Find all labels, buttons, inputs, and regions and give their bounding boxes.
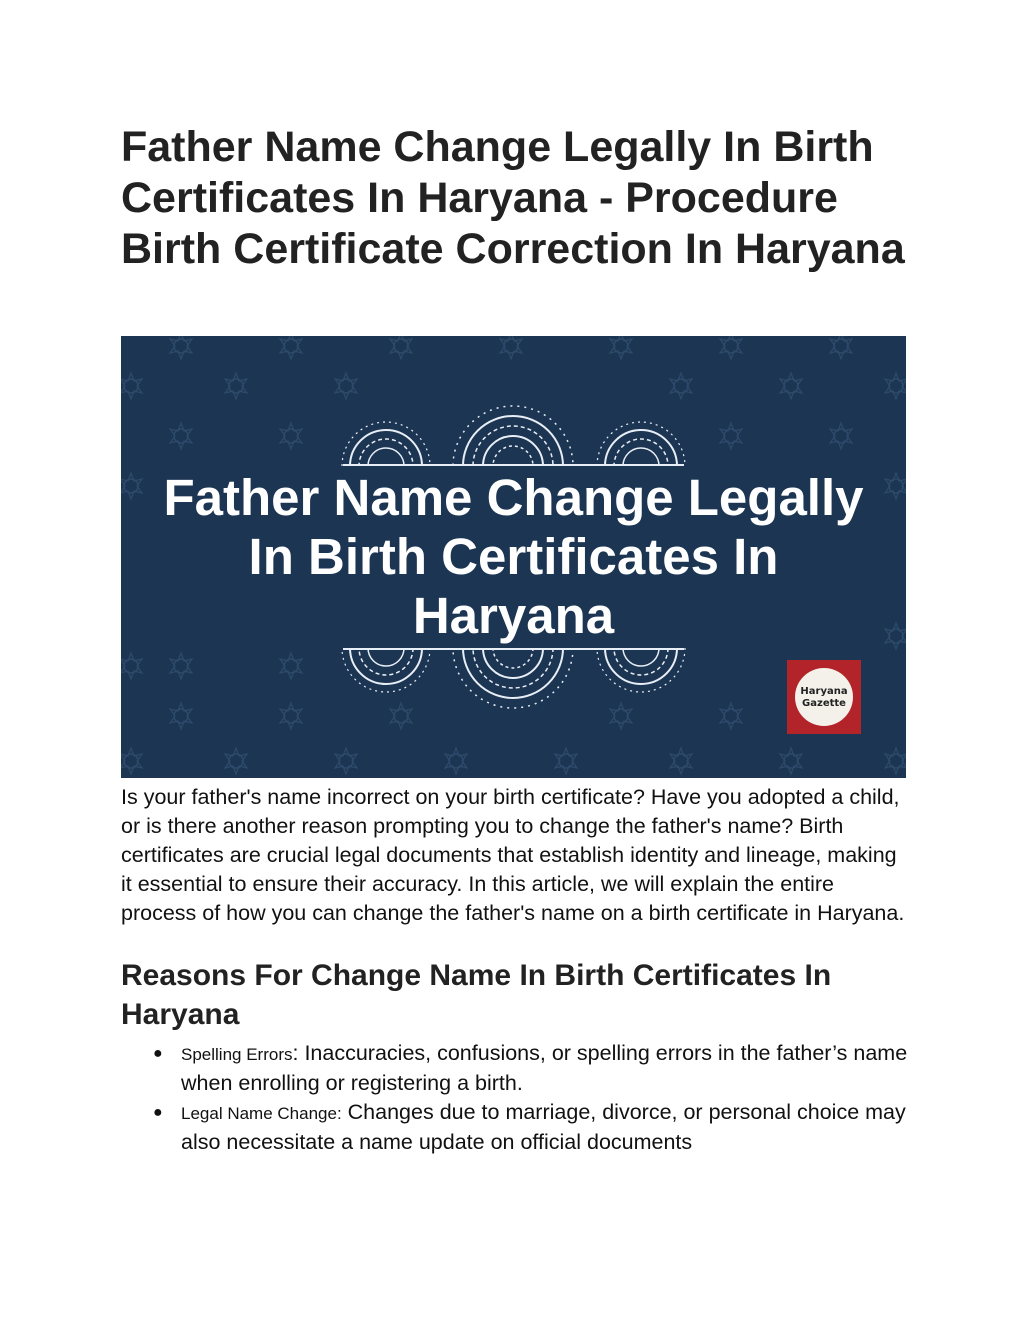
article-title: Father Name Change Legally In Birth Certificates In Haryana - Procedure Birth Certificate Correction In Haryana	[121, 123, 905, 273]
reason-term: Spelling Errors	[181, 1045, 293, 1064]
bullet-icon: ●	[153, 1104, 163, 1121]
logo-line: Haryana	[800, 686, 848, 697]
bullet-icon: ●	[153, 1045, 163, 1062]
list-item	[121, 1098, 911, 1157]
section-heading: Reasons For Change Name In Birth Certificates In Haryana	[121, 959, 832, 1031]
banner-title	[121, 468, 906, 645]
logo-badge	[795, 668, 853, 726]
logo-text	[795, 686, 853, 710]
banner-title-line: In Birth Certificates In	[248, 528, 779, 585]
reason-term: Legal Name Change:	[181, 1104, 342, 1123]
banner-title-line: Father Name Change Legally	[163, 469, 864, 526]
haryana-gazette-logo	[787, 660, 861, 734]
banner-title-line: Haryana	[412, 587, 615, 644]
intro-paragraph: Is your father's name incorrect on your birth certificate? Have you adopted a child, or is there another reason prompting you to change the father's name? Birth certificates are crucial legal documents that establish identity and lineage, making it essential to ensure their accuracy. In this article, we will explain the entire process of how you can change the father's name on a birth certificate in Haryana.	[121, 785, 905, 925]
reason-separator: :	[292, 1041, 305, 1065]
reason-text: Changes due to marriage, divorce, or personal choice may also necessitate a name update on official documents	[181, 1100, 906, 1154]
reasons-list	[121, 1039, 911, 1157]
reason-text: Inaccuracies, confusions, or spelling errors in the father’s name when enrolling or registering a birth.	[181, 1041, 908, 1095]
list-item	[121, 1039, 911, 1098]
logo-line: Gazette	[802, 698, 846, 709]
banner-image	[121, 336, 906, 778]
